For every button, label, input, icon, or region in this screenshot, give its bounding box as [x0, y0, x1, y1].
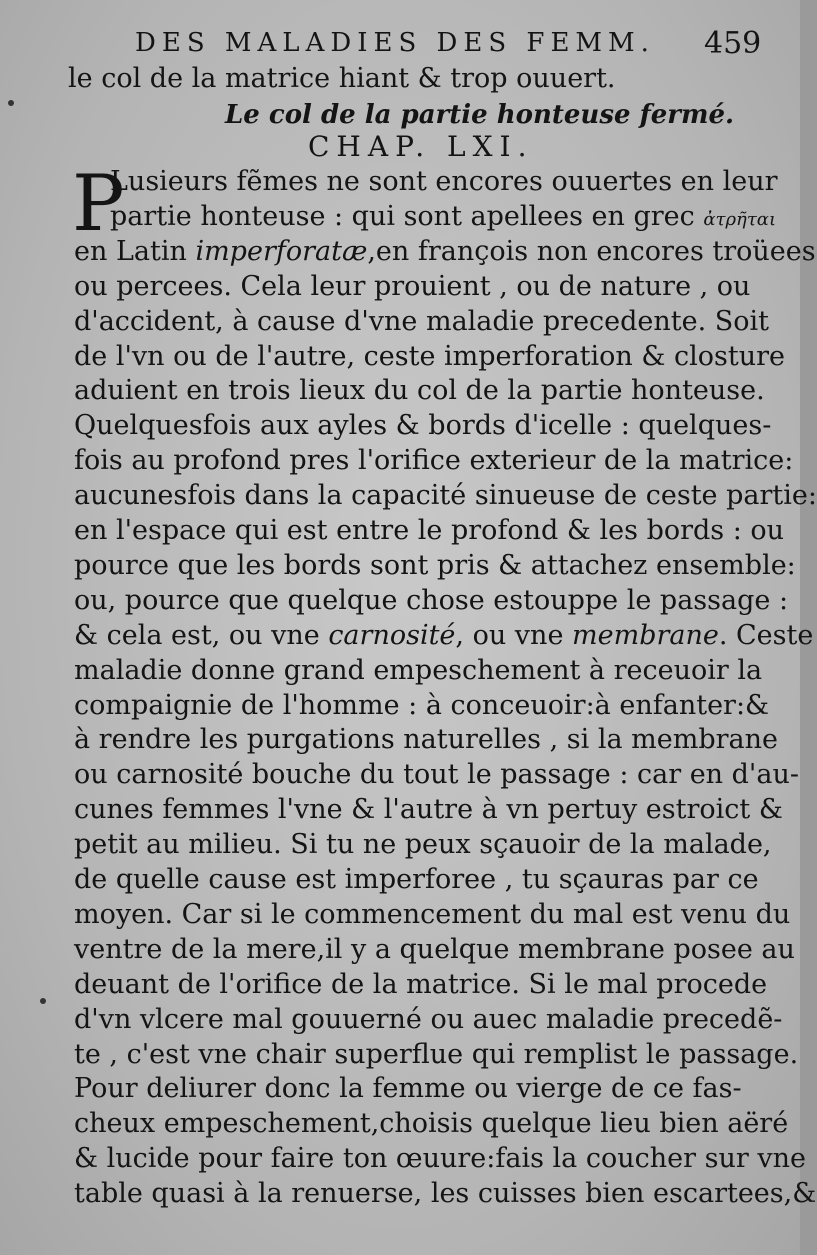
text-span: en Latin: [74, 235, 196, 267]
first-line: le col de la matrice hiant & trop ouuert.: [68, 63, 616, 94]
text-span: & lucide pour faire ton œuure:fais la coucher sur vne: [74, 1143, 806, 1175]
text-span: te , c'est vne chair superflue qui remplist le passage.: [74, 1038, 799, 1070]
text-span: , ou vne: [455, 619, 573, 651]
italic-term: imperforatæ: [195, 235, 368, 267]
text-span: de l'vn ou de l'autre, ceste imperforation & closture: [74, 340, 785, 372]
section-subtitle: Le col de la partie honteuse fermé.: [225, 100, 735, 130]
text-span: & cela est, ou vne: [74, 619, 329, 651]
text-line: [74, 863, 759, 897]
text-line: [74, 549, 796, 583]
text-span: fois au profond pres l'orifice exterieur de la matrice:: [74, 445, 794, 477]
text-span: table quasi à la renuerse, les cuisses bien escartees,&: [74, 1178, 817, 1210]
text-line: [74, 933, 795, 967]
text-line: [74, 479, 817, 513]
text-span: petit au milieu. Si tu ne peux sçauoir de la malade,: [74, 829, 772, 861]
text-line: [74, 584, 788, 618]
text-span: ou carnosité bouche du tout le passage : car en d'au-: [74, 759, 799, 791]
text-line: [74, 444, 793, 478]
text-span: maladie donne grand empeschement à receuoir la: [74, 654, 763, 686]
text-line: [74, 1038, 798, 1072]
text-line: [74, 270, 750, 304]
italic-term: membrane: [572, 619, 719, 651]
italic-term: carnosité: [328, 619, 456, 651]
text-line: [74, 654, 762, 688]
text-line: [74, 619, 813, 653]
running-title: DES MALADIES DES FEMM.: [135, 28, 655, 58]
text-line: [74, 793, 783, 827]
drop-cap: P: [72, 159, 125, 249]
text-span: Pour deliurer donc la femme ou vierge de ce fas-: [74, 1073, 742, 1105]
text-span: aduient en trois lieux du col de la partie honteuse.: [74, 375, 765, 407]
page-number: 459: [704, 26, 762, 61]
text-line: [74, 1072, 742, 1106]
text-line: [74, 514, 784, 548]
text-line: [74, 723, 778, 757]
text-span: cheux empeschement,choisis quelque lieu bien aëré: [74, 1108, 789, 1140]
text-line: [74, 968, 767, 1002]
text-line: [74, 1177, 816, 1211]
text-span: ,en françois non encores troüees: [367, 235, 816, 267]
greek-word: ἀτρῆται: [703, 208, 777, 230]
text-span: compaignie de l'homme : à conceuoir:à enfanter:&: [74, 689, 770, 721]
chapter-heading: CHAP. LXI.: [308, 130, 534, 163]
text-line: [74, 689, 769, 723]
text-span: partie honteuse : qui sont apellees en grec: [110, 200, 704, 232]
text-line: [74, 898, 790, 932]
text-span: pource que les bords sont pris & attachez ensemble:: [74, 549, 796, 581]
text-line: [74, 235, 816, 269]
text-line: [74, 1142, 806, 1176]
text-line: [110, 200, 776, 237]
text-span: cunes femmes l'vne & l'autre à vn pertuy estroict &: [74, 794, 783, 826]
text-line: [74, 305, 769, 339]
speck: [40, 998, 46, 1004]
text-line: [74, 1107, 788, 1141]
text-span: d'vn vlcere mal gouuerné ou auec maladie precedẽ-: [74, 1003, 783, 1035]
text-span: d'accident, à cause d'vne maladie precedente. Soit: [74, 305, 770, 337]
text-line: [74, 1003, 782, 1037]
text-span: deuant de l'orifice de la matrice. Si le mal procede: [74, 968, 768, 1000]
text-span: aucunesfois dans la capacité sinueuse de ceste partie:: [74, 480, 817, 512]
text-line: [74, 828, 772, 862]
text-line: [74, 758, 799, 792]
text-span: en l'espace qui est entre le profond & les bords : ou: [74, 515, 785, 546]
text-span: ventre de la mere,il y a quelque membrane posee au: [74, 933, 795, 965]
speck: [8, 100, 14, 106]
text-span: . Ceste: [718, 619, 814, 651]
text-line: [74, 374, 765, 408]
text-span: à rendre les purgations naturelles , si la membrane: [74, 724, 778, 756]
text-span: ou, pource que quelque chose estouppe le passage :: [74, 584, 789, 616]
text-span: ou percees. Cela leur prouient , ou de nature , ou: [74, 270, 751, 302]
text-line: [74, 409, 771, 443]
text-line: [74, 340, 785, 374]
text-span: Lusieurs fẽmes ne sont encores ouuertes en leur: [110, 166, 778, 197]
text-span: de quelle cause est imperforee , tu sçauras par ce: [74, 864, 759, 895]
text-span: moyen. Car si le commencement du mal est venu du: [74, 898, 791, 930]
text-span: Quelquesfois aux ayles & bords d'icelle : quelques-: [74, 410, 772, 442]
text-line: [110, 165, 778, 199]
